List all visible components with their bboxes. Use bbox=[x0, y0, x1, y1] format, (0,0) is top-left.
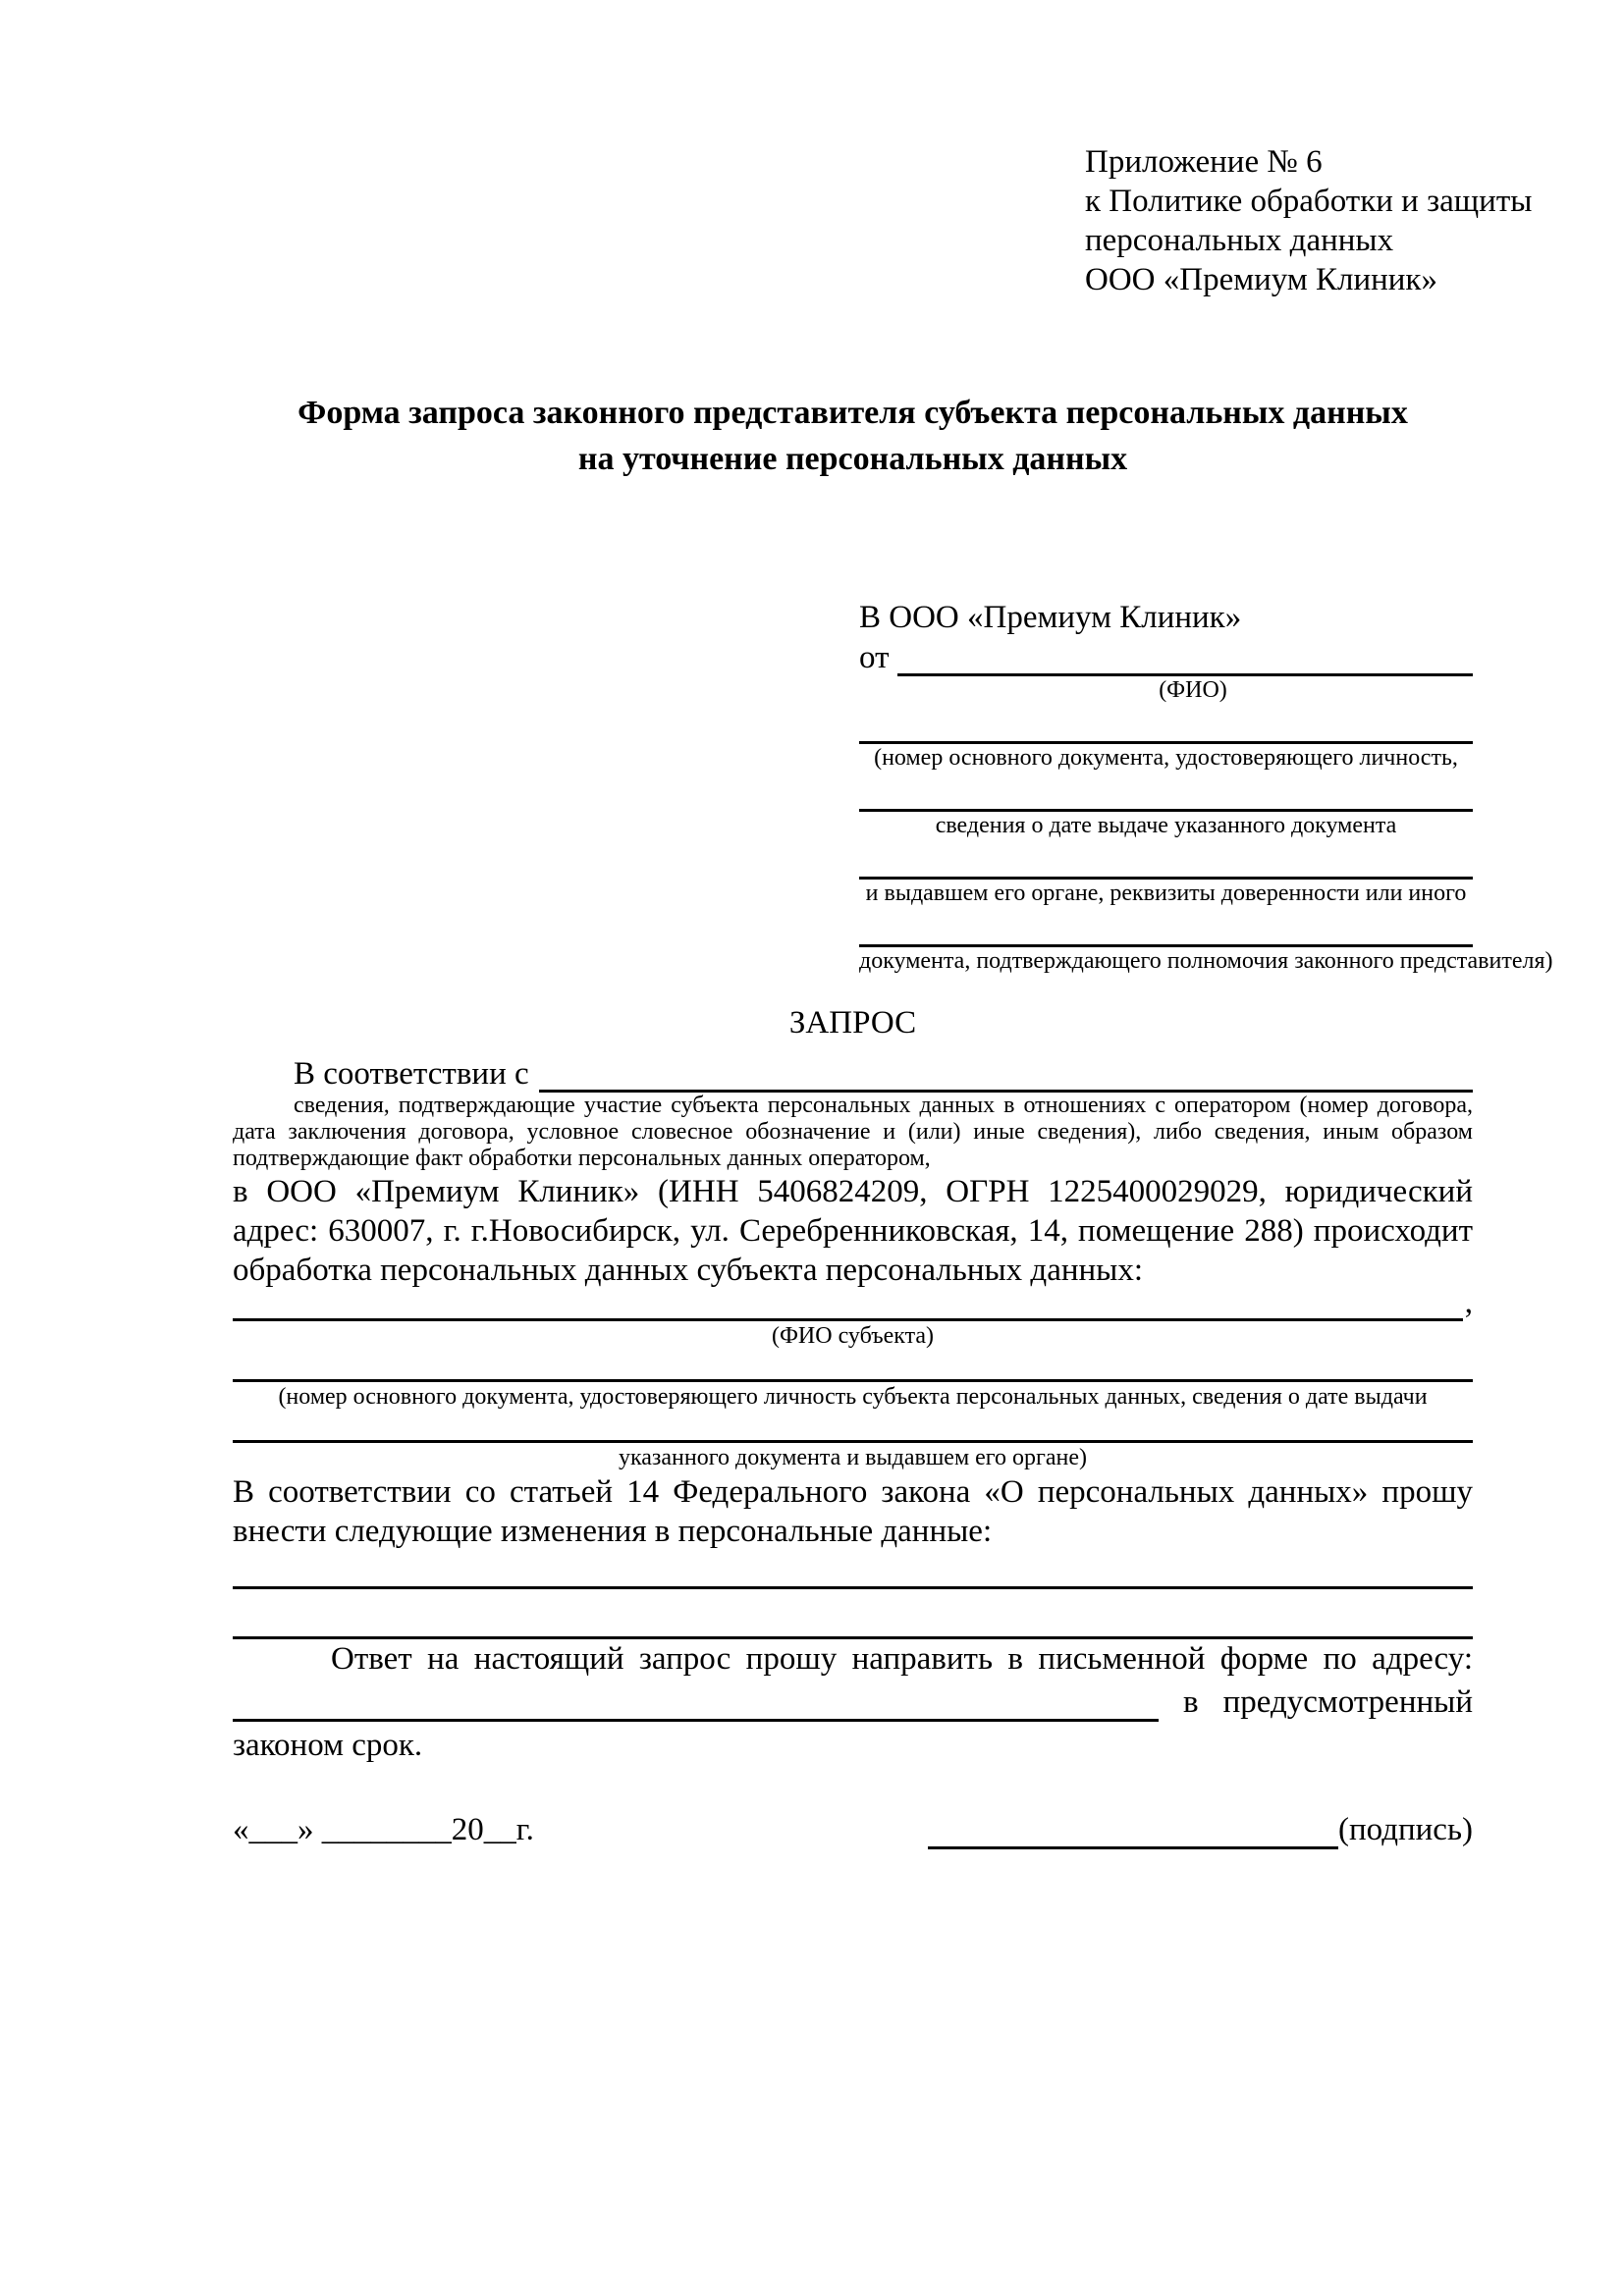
subject-doc-row-2 bbox=[233, 1412, 1473, 1443]
subject-fio-caption: (ФИО субъекта) bbox=[771, 1323, 935, 1349]
reply-word-in: в bbox=[1183, 1684, 1199, 1720]
accordance-lead: В соответствии с bbox=[294, 1056, 529, 1092]
blank-field bbox=[859, 772, 1473, 812]
changes-blank-field bbox=[233, 1551, 1473, 1589]
appendix-line: персональных данных bbox=[1085, 223, 1394, 258]
blank-field bbox=[859, 839, 1473, 880]
reply-address-blank-field bbox=[233, 1719, 1159, 1722]
addressee-to: В ООО «Премиум Клиник» bbox=[859, 600, 1242, 635]
page-title-line: Форма запроса законного представителя субъекта персональных данных bbox=[298, 395, 1408, 431]
accordance-row bbox=[233, 1049, 1473, 1093]
document-blank-row bbox=[859, 907, 1553, 975]
appendix-line: ООО «Премиум Клиник» bbox=[1085, 262, 1437, 297]
changes-blank-field bbox=[233, 1589, 1473, 1639]
subject-doc-caption: (номер основного документа, удостоверяющего личность субъекта персональных данных, сведения о дате выдачи bbox=[278, 1384, 1428, 1410]
accordance-footnote: сведения, подтверждающие участие субъекта персональных данных в отношениях с оператором (номер договора, дата заключения договора, условное словесное обозначение и (или) иные сведения), либо сведения, иным образом подтверждающие факт обработки персональных данных оператором, bbox=[233, 1093, 1473, 1171]
fio-caption: (ФИО) bbox=[1159, 677, 1227, 703]
reply-address-row bbox=[233, 1679, 1473, 1722]
from-label: от bbox=[859, 640, 890, 675]
law-paragraph: В соответствии со статьей 14 Федерального закона «О персональных данных» прошу внести следующие изменения в персональные данные: bbox=[233, 1474, 1473, 1549]
appendix-line: к Политике обработки и защиты bbox=[1085, 184, 1533, 219]
request-heading: ЗАПРОС bbox=[788, 1005, 917, 1041]
signature-caption: (подпись) bbox=[1338, 1812, 1473, 1847]
document-blank-row bbox=[859, 704, 1473, 772]
blank-field-caption: сведения о дате выдаче указанного документа bbox=[935, 813, 1397, 838]
page-title bbox=[233, 390, 1473, 482]
blank-field-caption: и выдавшем его органе, реквизиты доверенности или иного bbox=[865, 881, 1467, 906]
addressee-from-row bbox=[859, 637, 1473, 676]
subject-doc-caption-2: указанного документа и выдавшем его органе) bbox=[618, 1445, 1088, 1470]
reply-word-stipulated: предусмотренный bbox=[1222, 1684, 1473, 1720]
blank-field-caption: (номер основного документа, удостоверяющего личность, bbox=[874, 745, 1458, 771]
blank-field-caption: документа, подтверждающего полномочия законного представителя) bbox=[859, 948, 1553, 974]
reply-paragraph-lead: Ответ на настоящий запрос прошу направить в письменной форме по адресу: bbox=[331, 1641, 1473, 1677]
subject-doc-row bbox=[233, 1351, 1473, 1382]
signature-area bbox=[928, 1810, 1473, 1849]
reply-paragraph-tail: законом срок. bbox=[233, 1728, 423, 1763]
signature-blank-field bbox=[928, 1813, 1338, 1849]
subject-fio-row bbox=[233, 1285, 1473, 1321]
date-signature-row bbox=[233, 1810, 1473, 1849]
trailing-comma: , bbox=[1464, 1285, 1473, 1320]
operator-paragraph: в ООО «Премиум Клиник» (ИНН 5406824209, ОГРН 1225400029029, юридический адрес: 630007, г. г.Новосибирск, ул. Серебренниковская, 14, помещение 288) происходит обработка персональных данных субъекта персональных данных: bbox=[233, 1174, 1473, 1288]
appendix-line: Приложение № 6 bbox=[1085, 144, 1323, 180]
document-blank-row bbox=[859, 772, 1473, 839]
appendix-block bbox=[1085, 142, 1533, 299]
blank-field bbox=[859, 907, 1473, 947]
blank-field bbox=[859, 704, 1473, 744]
page-title-line: на уточнение персональных данных bbox=[577, 441, 1128, 477]
date-blank-line: «___» ________20__г. bbox=[233, 1812, 534, 1847]
addressee-block bbox=[859, 598, 1553, 975]
document-blank-row bbox=[859, 839, 1473, 907]
